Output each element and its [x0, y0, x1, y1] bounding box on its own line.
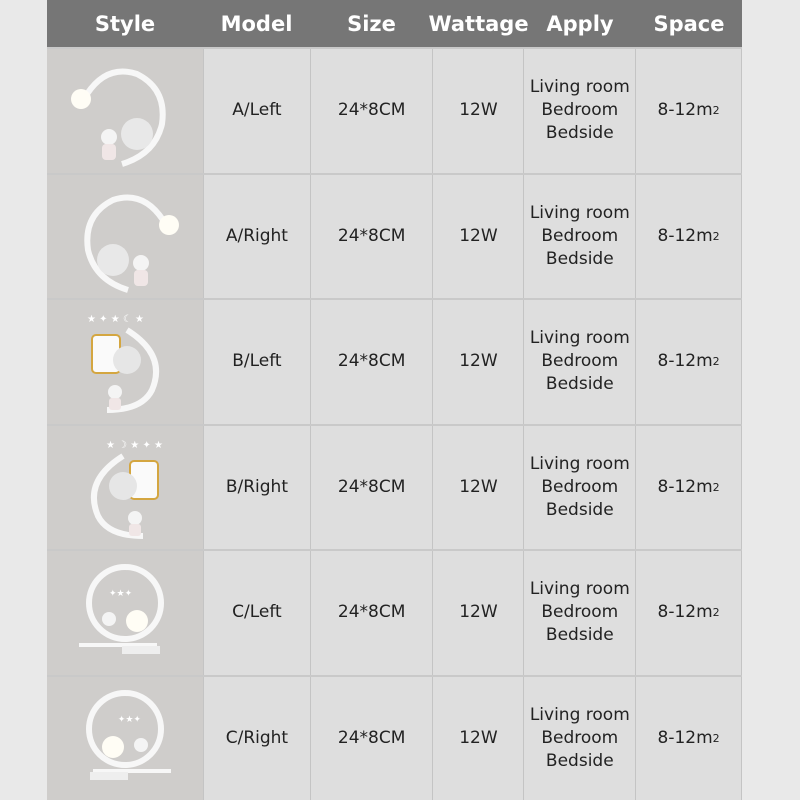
- space-unit-exponent: 2: [712, 480, 720, 494]
- apply-item: Bedroom: [541, 351, 619, 372]
- space-cell: [635, 426, 742, 550]
- apply-item: Bedroom: [541, 476, 619, 497]
- space-unit-exponent: 2: [712, 731, 720, 745]
- table-row: [47, 173, 742, 299]
- apply-item: Bedside: [545, 248, 614, 269]
- lamp-c-right-icon: [47, 677, 203, 800]
- space-cell: [635, 300, 742, 424]
- space-value: 8-12m: [657, 100, 713, 121]
- table-row: [47, 298, 742, 424]
- space-value: 8-12m: [657, 351, 713, 372]
- header-wattage: Wattage: [428, 11, 529, 36]
- apply-item: Bedroom: [541, 727, 619, 748]
- lamp-a-left-icon: [47, 49, 203, 173]
- space-value: 8-12m: [657, 727, 713, 748]
- space-unit-exponent: 2: [712, 104, 720, 118]
- apply-item: Bedside: [545, 374, 614, 395]
- header-space: Space: [653, 11, 725, 36]
- table-row: [47, 675, 742, 800]
- table-row: [47, 47, 742, 173]
- header-style: Style: [94, 11, 156, 36]
- space-cell: [635, 551, 742, 675]
- wattage-cell: 12W: [432, 175, 523, 299]
- apply-cell: [523, 49, 635, 173]
- spec-table: [47, 0, 742, 800]
- model-cell: C/Left: [203, 551, 310, 675]
- svg-text:✦★✦: ✦★✦: [109, 589, 133, 600]
- lamp-b-right-icon: [47, 426, 203, 550]
- wattage-cell: 12W: [432, 677, 523, 800]
- model-cell: B/Left: [203, 300, 310, 424]
- apply-cell: [523, 551, 635, 675]
- apply-item: Living room: [529, 704, 630, 725]
- lamp-c-left-icon: [47, 551, 203, 675]
- wattage-cell: 12W: [432, 49, 523, 173]
- apply-item: Living room: [529, 579, 630, 600]
- space-unit-exponent: 2: [712, 355, 720, 369]
- apply-item: Bedside: [545, 750, 614, 771]
- svg-text:★ ✦ ★ ☾ ★: ★ ✦ ★ ☾ ★: [87, 314, 144, 326]
- size-cell: 24*8CM: [310, 426, 433, 550]
- size-cell: 24*8CM: [310, 175, 433, 299]
- model-cell: C/Right: [203, 677, 310, 800]
- svg-text:✦★✦: ✦★✦: [117, 714, 141, 725]
- wattage-cell: 12W: [432, 300, 523, 424]
- space-value: 8-12m: [657, 476, 713, 497]
- space-cell: [635, 175, 742, 299]
- lamp-a-right-icon: [47, 175, 203, 299]
- svg-text:★ ✦ ★ ☾ ★: ★ ✦ ★ ☾ ★: [106, 439, 163, 451]
- table-row: [47, 424, 742, 550]
- apply-cell: [523, 175, 635, 299]
- size-cell: 24*8CM: [310, 300, 433, 424]
- space-unit-exponent: 2: [712, 229, 720, 243]
- wattage-cell: 12W: [432, 551, 523, 675]
- model-cell: A/Left: [203, 49, 310, 173]
- space-cell: [635, 677, 742, 800]
- apply-cell: [523, 426, 635, 550]
- size-cell: 24*8CM: [310, 49, 433, 173]
- header-size: Size: [347, 11, 396, 36]
- header-apply: Apply: [546, 11, 614, 36]
- model-cell: A/Right: [203, 175, 310, 299]
- apply-item: Bedside: [545, 625, 614, 646]
- size-cell: 24*8CM: [310, 551, 433, 675]
- space-unit-exponent: 2: [712, 606, 720, 620]
- apply-item: Living room: [529, 328, 630, 349]
- table-header: [47, 0, 742, 47]
- header-model: Model: [220, 11, 293, 36]
- apply-cell: [523, 677, 635, 800]
- model-cell: B/Right: [203, 426, 310, 550]
- apply-item: Living room: [529, 77, 630, 98]
- wattage-cell: 12W: [432, 426, 523, 550]
- size-cell: 24*8CM: [310, 677, 433, 800]
- apply-item: Living room: [529, 202, 630, 223]
- apply-item: Bedroom: [541, 602, 619, 623]
- apply-item: Living room: [529, 453, 630, 474]
- space-cell: [635, 49, 742, 173]
- space-value: 8-12m: [657, 225, 713, 246]
- space-value: 8-12m: [657, 602, 713, 623]
- apply-item: Bedroom: [541, 225, 619, 246]
- lamp-b-left-icon: [47, 300, 203, 424]
- apply-item: Bedside: [545, 123, 614, 144]
- apply-cell: [523, 300, 635, 424]
- table-row: [47, 549, 742, 675]
- apply-item: Bedroom: [541, 100, 619, 121]
- apply-item: Bedside: [545, 499, 614, 520]
